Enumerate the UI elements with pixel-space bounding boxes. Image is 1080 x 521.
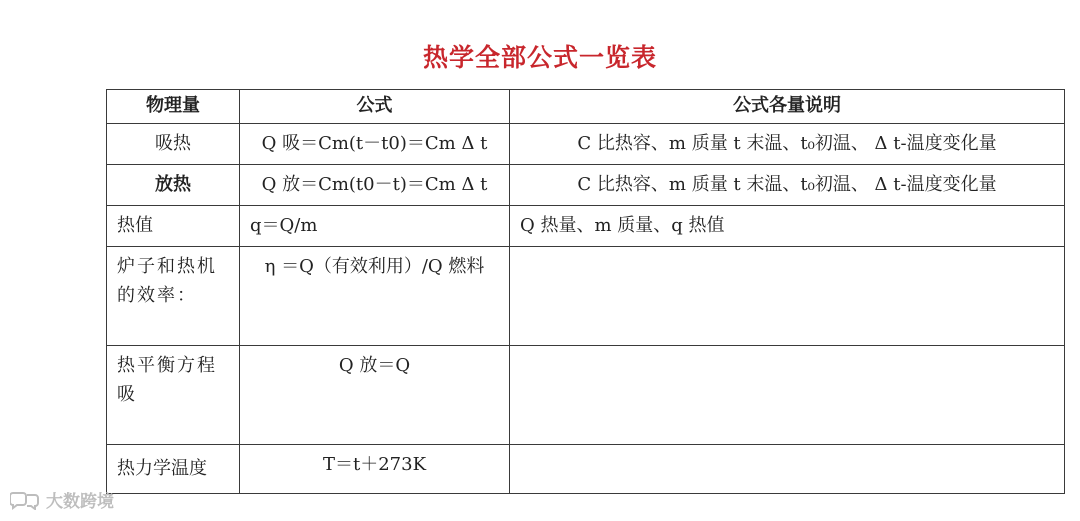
watermark	[10, 487, 114, 512]
quantity-cell	[107, 346, 240, 445]
quantity-cell: 热力学温度	[107, 445, 240, 494]
header-quantity: 物理量	[107, 90, 240, 124]
quantity-cell	[107, 247, 240, 346]
description-cell	[510, 346, 1065, 445]
table-row	[107, 346, 1065, 445]
formula-table	[106, 89, 1065, 494]
header-description: 公式各量说明	[510, 90, 1065, 124]
quantity-cell: 放热	[107, 165, 240, 206]
description-cell	[510, 445, 1065, 494]
quantity-cell: 热值	[107, 206, 240, 247]
table-row	[107, 247, 1065, 346]
table-header-row	[107, 90, 1065, 124]
page-title: 热学全部公式一览表	[422, 43, 657, 72]
description-cell: C 比热容、m 质量 t 末温、t₀初温、 Δ t-温度变化量	[510, 165, 1065, 206]
description-cell: C 比热容、m 质量 t 末温、t₀初温、 Δ t-温度变化量	[510, 124, 1065, 165]
quantity-text: 热平衡方程吸	[117, 355, 217, 405]
formula-cell: Q 放＝Q	[240, 346, 510, 445]
formula-cell: Q 放＝Cm(t0－t)＝Cm Δ t	[240, 165, 510, 206]
watermark-text: 大数跨境	[46, 492, 114, 512]
speech-bubble-logo-icon	[10, 490, 40, 510]
formula-cell: η ＝Q（有效利用）/Q 燃料	[240, 247, 510, 346]
table-row	[107, 206, 1065, 247]
quantity-text: 炉子和热机的效率：	[117, 256, 217, 306]
formula-cell: T＝t＋273K	[240, 445, 510, 494]
table-row	[107, 124, 1065, 165]
table-row	[107, 165, 1065, 206]
description-cell	[510, 247, 1065, 346]
formula-cell: Q 吸＝Cm(t－t0)＝Cm Δ t	[240, 124, 510, 165]
header-formula: 公式	[240, 90, 510, 124]
table-row	[107, 445, 1065, 494]
description-cell: Q 热量、m 质量、q 热值	[510, 206, 1065, 247]
formula-cell: q＝Q/m	[240, 206, 510, 247]
quantity-cell: 吸热	[107, 124, 240, 165]
